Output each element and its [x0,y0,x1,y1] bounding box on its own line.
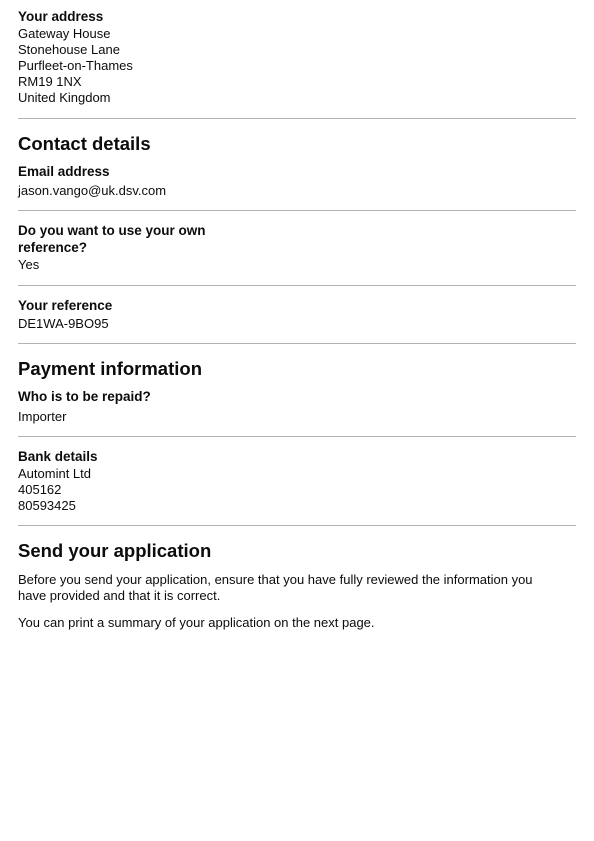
payment-information-heading: Payment information [18,358,202,379]
own-reference-label-line: reference? [18,240,88,255]
own-reference-value: Yes [18,257,40,272]
bank-details-label: Bank details [18,449,98,464]
bank-details-line: 405162 [18,482,62,497]
bank-details-line: 80593425 [18,498,76,513]
send-instructions-line: Before you send your application, ensure that you have fully reviewed the information you [18,572,533,587]
bank-details-line: Automint Ltd [18,466,91,481]
send-instructions [18,572,576,604]
send-instructions-line: have provided and that it is correct. [18,588,221,603]
repaid-row [18,388,576,437]
email-label: Email address [18,164,110,179]
email-value: jason.vango@uk.dsv.com [18,183,167,198]
address-row [18,8,576,119]
print-summary-note: You can print a summary of your application on the next page. [18,615,375,630]
send-application-heading: Send your application [18,540,212,561]
own-reference-row [18,211,576,286]
bank-details-value [18,466,576,514]
contact-details-heading: Contact details [18,133,151,154]
own-reference-label-line: Do you want to use your own [18,223,206,238]
address-value [18,26,576,106]
own-reference-label [18,222,576,256]
your-reference-row [18,286,576,344]
repaid-value: Importer [18,409,67,424]
address-line: RM19 1NX [18,74,82,89]
address-line: United Kingdom [18,90,111,105]
bank-details-row [18,437,576,526]
address-line: Stonehouse Lane [18,42,120,57]
email-row [18,163,576,211]
repaid-label: Who is to be repaid? [18,389,151,404]
your-reference-label: Your reference [18,298,113,313]
your-reference-value: DE1WA-9BO95 [18,316,109,331]
address-line: Purfleet-on-Thames [18,58,133,73]
address-line: Gateway House [18,26,111,41]
address-label: Your address [18,9,104,24]
application-summary [18,8,576,631]
